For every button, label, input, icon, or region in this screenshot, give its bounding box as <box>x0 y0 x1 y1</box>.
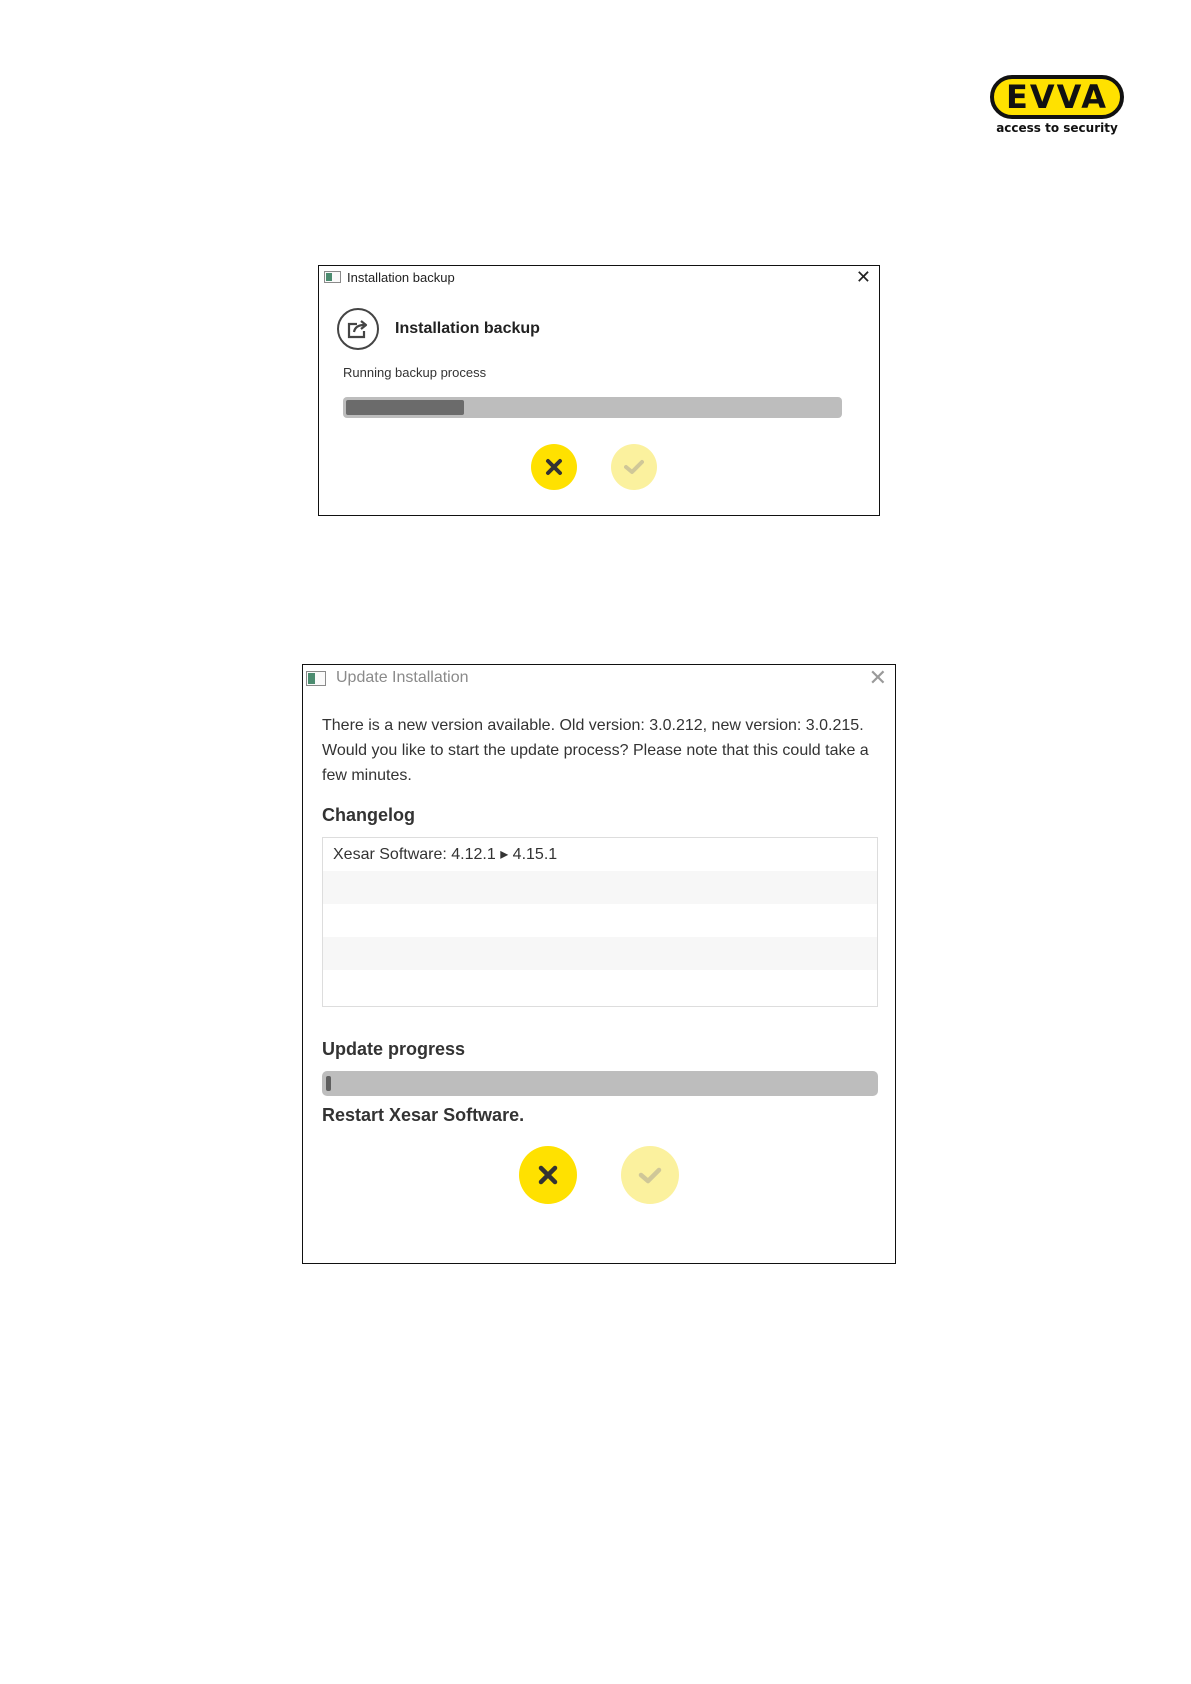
backup-share-icon <box>337 308 379 350</box>
dialog-titlebar <box>319 266 879 288</box>
dialog-title: Update Installation <box>336 669 469 686</box>
list-item-empty <box>323 970 877 1003</box>
confirm-button[interactable] <box>621 1146 679 1204</box>
backup-status-text: Running backup process <box>343 365 487 380</box>
update-message: There is a new version available. Old version: 3.0.212, new version: 3.0.215. Would you like to start the update process? Please note that this could take a few minutes. <box>322 717 869 784</box>
list-item-empty <box>323 904 877 937</box>
check-icon <box>638 1166 662 1184</box>
backup-progress-fill <box>346 400 464 415</box>
confirm-button[interactable] <box>611 444 657 490</box>
update-installation-dialog <box>302 664 896 1264</box>
dialog-header <box>337 308 540 350</box>
restart-status-text: Restart Xesar Software. <box>322 1105 525 1125</box>
dialog-title: Installation backup <box>347 269 455 285</box>
logo-wordmark: EVVA <box>990 75 1124 119</box>
changelog-list[interactable] <box>322 837 878 1007</box>
close-icon[interactable]: ✕ <box>868 665 887 690</box>
dialog-heading: Installation backup <box>395 320 540 337</box>
dialog-titlebar <box>303 665 895 691</box>
cancel-button[interactable] <box>519 1146 577 1204</box>
update-progress-fill <box>326 1076 331 1091</box>
list-item-empty <box>323 937 877 970</box>
close-icon[interactable]: ✕ <box>855 267 871 287</box>
app-window-icon <box>306 671 326 686</box>
evva-logo <box>990 75 1130 145</box>
installation-backup-dialog <box>318 265 880 516</box>
x-icon <box>537 1164 559 1186</box>
app-window-icon <box>324 271 341 283</box>
cancel-button[interactable] <box>531 444 577 490</box>
x-icon <box>545 458 563 476</box>
logo-tagline: access to security <box>996 121 1118 135</box>
check-icon <box>624 459 644 475</box>
backup-progress-bar <box>343 397 842 418</box>
update-progress-heading: Update progress <box>322 1039 466 1059</box>
update-progress-bar <box>322 1071 878 1096</box>
changelog-heading: Changelog <box>322 805 415 825</box>
list-item-empty <box>323 871 877 904</box>
list-item: Xesar Software: 4.12.1 ▸ 4.15.1 <box>333 846 558 863</box>
